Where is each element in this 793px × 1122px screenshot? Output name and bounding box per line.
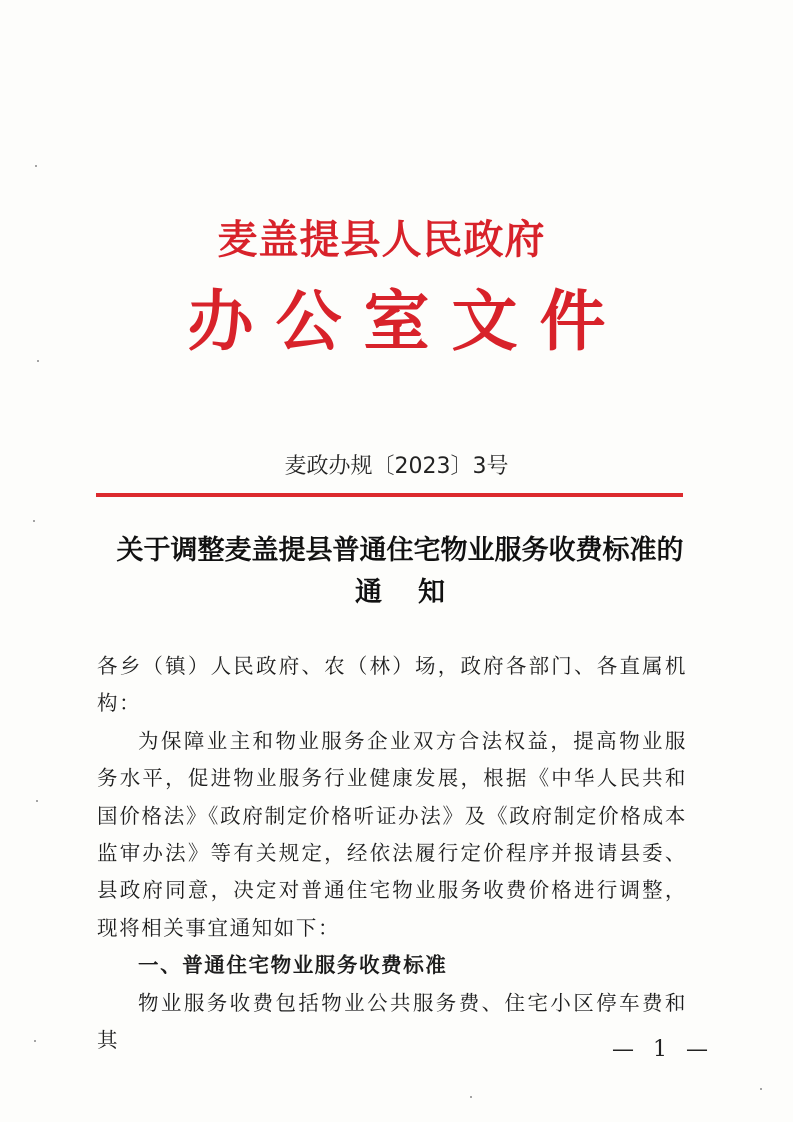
- scan-speck: [36, 800, 38, 802]
- scan-speck: [33, 520, 35, 522]
- issuer-name: 麦盖提县人民政府: [217, 216, 546, 263]
- scan-speck: [470, 1096, 472, 1098]
- document-body: [97, 648, 687, 1059]
- body-paragraph-1: 为保障业主和物业服务企业双方合法权益，提高物业服务水平，促进物业服务行业健康发展，根据《中华人民共和国价格法》《政府制定价格听证办法》及《政府制定价格成本监审办法》等有关规定，经依法履行定价程序并报请县委、县政府同意，决定对普通住宅物业服务收费价格进行调整，现将相关事宜通知如下：: [97, 728, 687, 940]
- section-heading-1: 一、普通住宅物业服务收费标准: [138, 953, 448, 978]
- scan-speck: [34, 1040, 36, 1042]
- page-number: — 1 —: [612, 1037, 714, 1062]
- scan-speck: [35, 165, 37, 167]
- scan-speck: [760, 1088, 762, 1090]
- document-number: 麦政办规〔2023〕3号: [284, 454, 509, 479]
- document-title: [90, 530, 710, 614]
- red-separator-line: [96, 493, 683, 497]
- salutation: 各乡（镇）人民政府、农（林）场，政府各部门、各直属机构：: [97, 654, 687, 716]
- title-line-2: 通知: [355, 577, 481, 608]
- document-type-heading: 办公室文件: [187, 282, 628, 360]
- body-paragraph-2: 物业服务收费包括物业公共服务费、住宅小区停车费和其: [97, 990, 687, 1053]
- title-line-1: 关于调整麦盖提县普通住宅物业服务收费标准的: [116, 535, 684, 566]
- scan-speck: [37, 360, 39, 362]
